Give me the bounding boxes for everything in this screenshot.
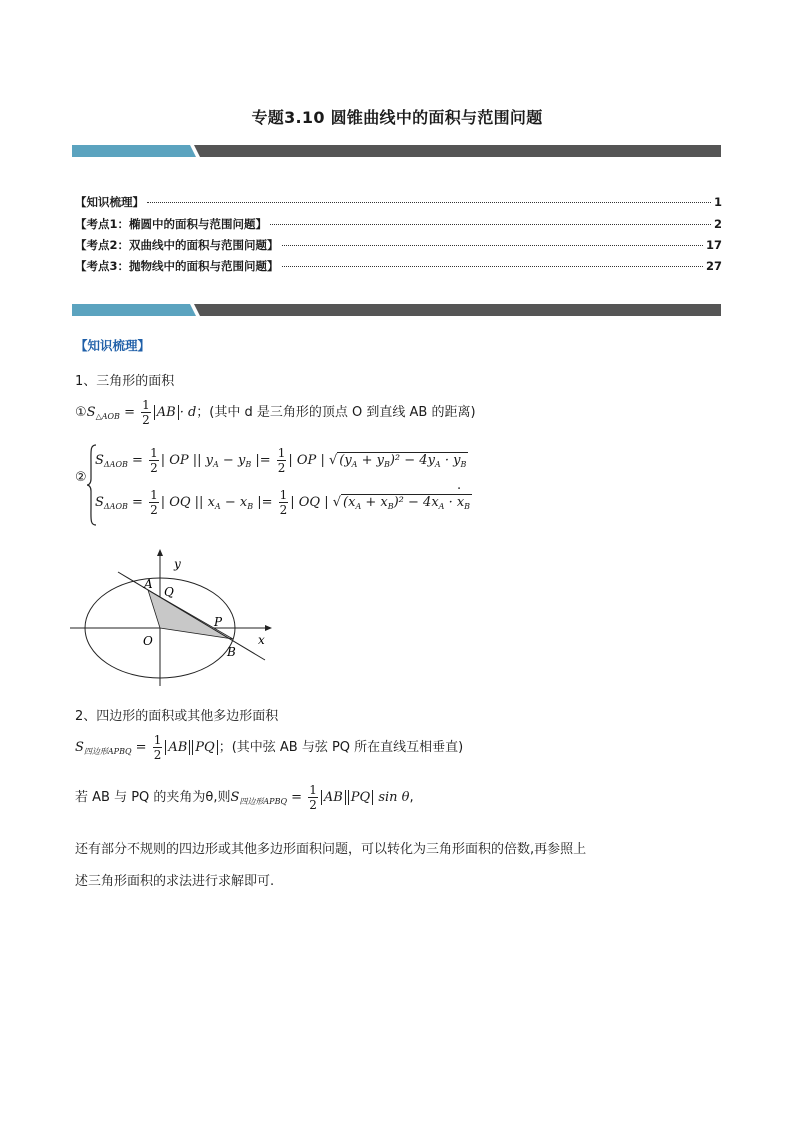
toc-entry[interactable] [75,258,722,274]
formula-3 [75,733,463,762]
toc-entry[interactable] [75,216,722,232]
formula-2-line-2: $S_{\Delta AOB}$ = $\frac{1}{2}$ | OQ || $x_A - x_B$ |= $\frac{1}{2}$ | OQ | √ $(x_A + x_B)^2 - 4x_A \cdot x_B$ [95,488,471,517]
toc-leader [282,245,703,246]
band-dark-segment [194,145,721,157]
toc-entry[interactable] [75,237,722,253]
formula-2-prefix: ② [75,470,87,485]
toc-label: 【知识梳理】 [75,195,144,209]
toc-leader [282,266,703,267]
toc-entry[interactable] [75,194,722,210]
formula-2-line-1: $S_{\Delta AOB}$ = $\frac{1}{2}$ | OP || $y_A - y_B$ |= $\frac{1}{2}$ | OP | √ $(y_A + y_B)^2 - 4y_A \cdot y_B$ [95,446,467,475]
y-axis-arrow [157,549,163,556]
formula-1-prefix: ① [75,405,87,420]
formula-1-note: ；(其中 d 是三角形的顶点 O 到直线 AB 的距离) [196,405,476,420]
formula-4 [75,783,414,812]
band-light-segment [72,304,196,316]
label-Q: Q [164,585,174,599]
header-divider-band [72,145,721,157]
label-y: y [174,557,181,571]
line-AB [118,572,265,660]
toc-leader [147,202,711,203]
band-dark-segment [194,304,721,316]
formula-3-note: ；(其中弦 AB 与弦 PQ 所在直线互相垂直) [218,740,464,755]
label-x: x [258,633,265,647]
formula-4-suffix: , [409,790,414,805]
label-A: A [144,577,153,591]
toc-leader [270,224,711,225]
toc-label: 【考点1：椭圆中的面积与范围问题】 [75,217,267,231]
formula-2-period: . [457,478,462,493]
label-B: B [227,645,236,659]
paragraph-line-2: 述三角形面积的求法进行求解即可. [75,874,275,889]
x-axis-arrow [265,625,272,631]
toc-label: 【考点2：双曲线中的面积与范围问题】 [75,238,279,252]
label-O: O [143,634,153,648]
toc-page: 27 [705,259,722,273]
section-divider-band [72,304,721,316]
toc-page: 17 [705,238,722,252]
formula-1-expr: $S_{\triangle AOB}$ = $\frac{1}{2}$ AB · d [86,398,197,427]
band-light-segment [72,145,196,157]
section-tag: 【知识梳理】 [75,338,151,353]
formula-1 [75,398,476,427]
page-title: 专题3.10 圆锥曲线中的面积与范围问题 [251,108,543,127]
formula-4-expr: $S_{四边形APBQ}$ = $\frac{1}{2}$ AB PQ sin θ [230,783,410,812]
toc-page: 2 [713,217,722,231]
paragraph-line-1: 还有部分不规则的四边形或其他多边形面积问题，可以转化为三角形面积的倍数,再参照上 [75,842,587,857]
toc-label: 【考点3：抛物线中的面积与范围问题】 [75,259,279,273]
formula-3-expr: $S_{四边形APBQ}$ = $\frac{1}{2}$ AB PQ [75,740,219,755]
ellipse-diagram [70,548,275,688]
label-P: P [214,615,223,629]
heading-triangle-area: 1、三角形的面积 [75,374,175,389]
toc-page: 1 [713,195,722,209]
heading-quadrilateral-area: 2、四边形的面积或其他多边形面积 [75,709,279,724]
formula-4-prefix: 若 AB 与 PQ 的夹角为θ,则 [75,790,231,805]
